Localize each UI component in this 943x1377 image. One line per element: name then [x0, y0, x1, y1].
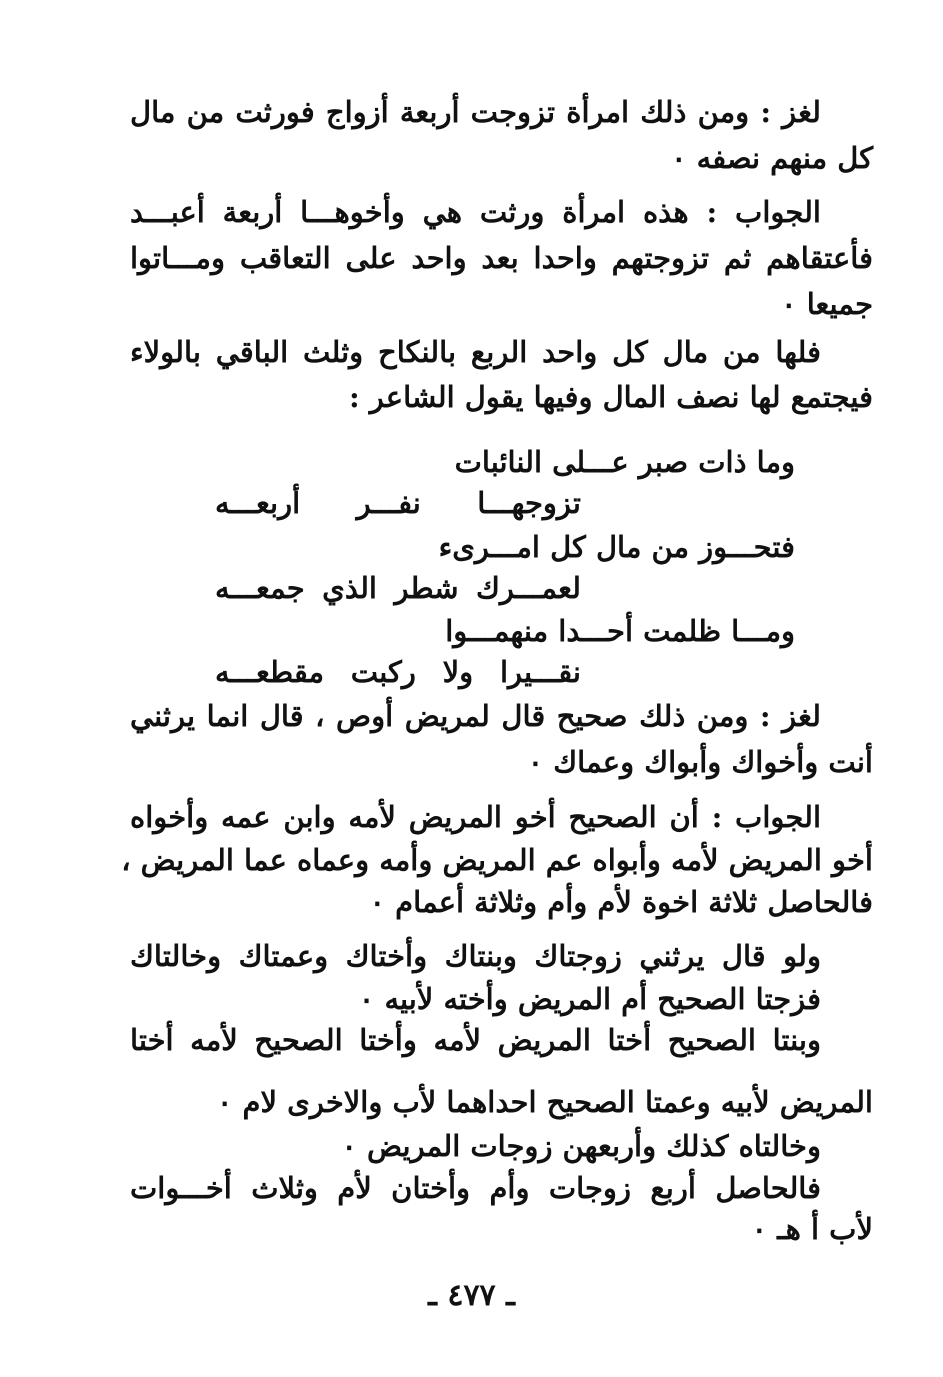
verse-line: تزوجهـــا نفـــر أربعـــه: [215, 486, 581, 520]
verse-line: لعمـــرك شطر الذي جمعـــه: [215, 571, 581, 605]
text-line: كل منهم نصفه ٠: [670, 141, 873, 175]
text-line: الجواب : هذه امرأة ورثت هي وأخوهـــا أربعة أعبـــد: [130, 195, 821, 229]
page-number: ـ ٤٧٧ ـ: [428, 1278, 515, 1313]
text-line: أنت وأخواك وأبواك وعماك ٠: [527, 745, 873, 779]
verse-line: وما ذات صبر عـــلى النائبات: [454, 445, 795, 479]
text-line: وخالتاه كذلك وأربعهن زوجات المريض ٠: [341, 1129, 821, 1163]
text-line: المريض لأبيه وعمتا الصحيح احداهما لأب والاخرى لام ٠: [216, 1085, 873, 1119]
text-line: جميعا ٠: [781, 287, 873, 321]
text-line: فلها من مال كل واحد الربع بالنكاح وثلث الباقي بالولاء: [130, 335, 821, 369]
verse-line: فتحـــوز من مال كل امـــرىء: [438, 530, 795, 564]
text-line: لغز : ومن ذلك صحيح قال لمريض أوص ، قال انما يرثني: [130, 699, 821, 733]
text-line: فزجتا الصحيح أم المريض وأخته لأبيه ٠: [358, 982, 821, 1016]
verse-line: ومـــا ظلمت أحـــدا منهمـــوا: [445, 614, 795, 648]
text-line: فأعتقاهم ثم تزوجتهم واحدا بعد واحد على التعاقب ومـــاتوا: [130, 241, 873, 275]
text-line: لغز : ومن ذلك امرأة تزوجت أربعة أزواج فورثت من مال: [130, 95, 821, 129]
text-line: فيجتمع لها نصف المال وفيها يقول الشاعر :: [348, 380, 873, 414]
text-line: لأب أ هـ ٠: [751, 1212, 873, 1246]
text-line: ولو قال يرثني زوجتاك وبنتاك وأختاك وعمتاك وخالتاك: [130, 939, 821, 973]
text-line: أخو المريض لأمه وأبواه عم المريض وأمه وعماه عما المريض ،: [121, 843, 873, 877]
text-line: الجواب : أن الصحيح أخو المريض لأمه وابن عمه وأخواه: [130, 800, 821, 834]
text-line: فالحاصل ثلاثة اخوة لأم وأم وثلاثة أعمام ٠: [369, 885, 873, 919]
text-line: وبنتا الصحيح أختا المريض لأمه وأختا الصحيح لأمه أختا: [130, 1023, 821, 1057]
text-line: فالحاصل أربع زوجات وأم وأختان لأم وثلاث أخـــوات: [130, 1171, 821, 1205]
verse-line: نقـــيرا ولا ركبت مقطعـــه: [215, 655, 581, 689]
